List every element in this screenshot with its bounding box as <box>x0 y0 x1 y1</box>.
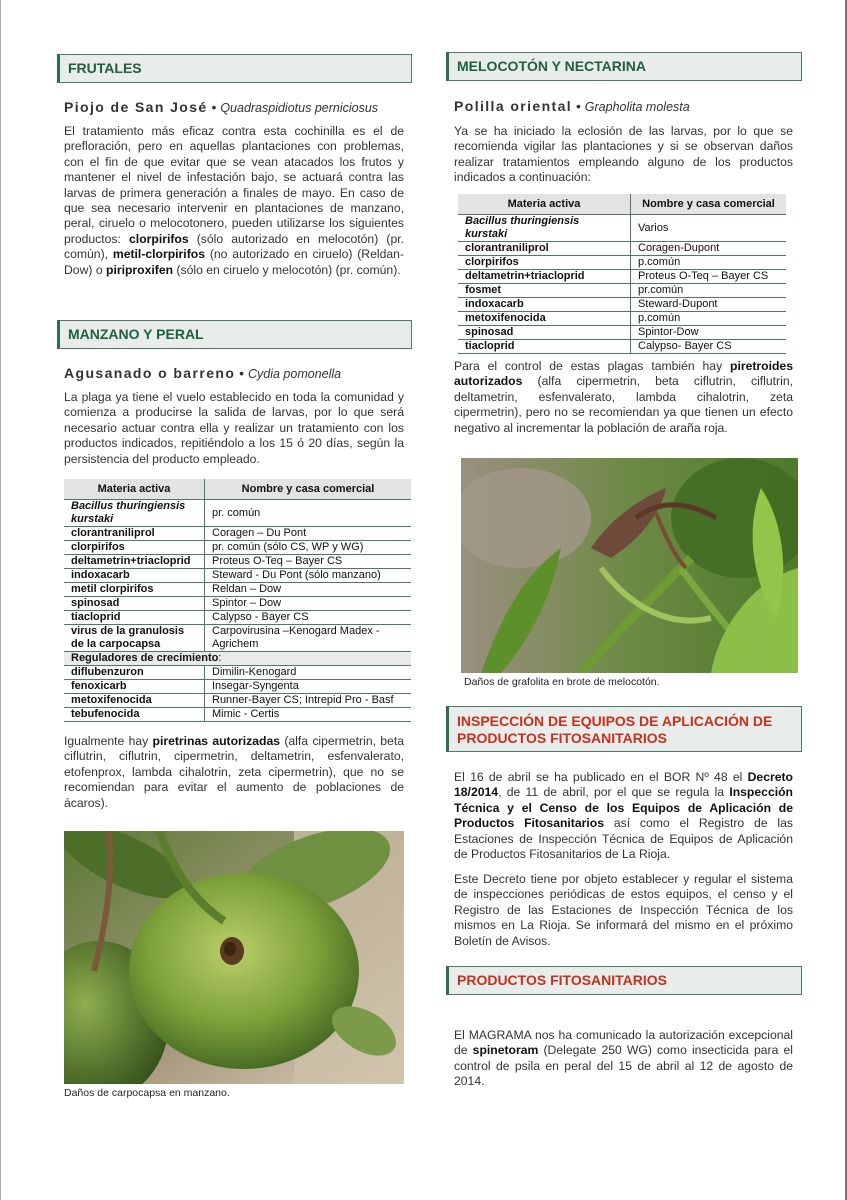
commercial-name-cell: Coragen-Dupont <box>631 242 787 256</box>
active-ingredient-cell: clorantraniliprol <box>458 242 631 256</box>
active-ingredient-cell: fosmet <box>458 284 631 298</box>
text-bold: Decreto 18/2014 <box>454 770 793 800</box>
table-row <box>64 597 411 611</box>
table-row <box>64 611 411 625</box>
table-header: Nombre y casa comercial <box>631 194 787 215</box>
text: Igualmente hay <box>64 734 153 748</box>
commercial-name-cell: Proteus O-Teq – Bayer CS <box>205 555 412 569</box>
text: (alfa cipermetrin, beta ciflutrin, ciflutrin, deltametrin, esfenvalerato, lambda cihalotrin, zeta cipermetrin), pero no se recomiendan ya que tienen un efecto negativo al incrementar la población de araña roja. <box>454 374 793 435</box>
table-row <box>64 680 411 694</box>
commercial-name-cell: Coragen – Du Pont <box>205 527 412 541</box>
commercial-name-cell: Proteus O-Teq – Bayer CS <box>631 270 787 284</box>
photo-grafolita-shoot <box>461 458 798 673</box>
commercial-name-cell: Steward - Du Pont (sólo manzano) <box>205 569 412 583</box>
active-ingredient-cell: tiacloprid <box>458 340 631 354</box>
pest-name: Agusanado o barreno <box>64 365 236 381</box>
photo-caption-grafolita: Daños de grafolita en brote de melocotón. <box>464 676 660 688</box>
group-label-text: Reguladores de crecimiento <box>71 652 219 664</box>
table-header: Nombre y casa comercial <box>205 479 412 500</box>
table-row <box>64 583 411 597</box>
active-ingredient-cell: metoxifenocida <box>64 694 205 708</box>
active-ingredient-cell: diflubenzuron <box>64 666 205 680</box>
commercial-name-cell: pr. común <box>205 500 412 527</box>
table-row <box>458 298 786 312</box>
text: Para el control de estas plagas también hay <box>454 359 730 373</box>
section-title: FRUTALES <box>68 60 142 76</box>
active-ingredient-cell: tiacloprid <box>64 611 205 625</box>
text-bold: clorpirifos <box>129 231 189 246</box>
active-ingredient-cell: Bacillus thuringiensis kurstaki <box>458 215 631 242</box>
commercial-name-cell: Calypso- Bayer CS <box>631 340 787 354</box>
paragraph-melocoton <box>454 124 793 186</box>
paragraph-piretroides <box>454 359 793 436</box>
text: así como el Registro de las Estaciones de Inspección Técnica de Equipos de Aplicación de Productos Fitosanitarios de La Rioja. <box>454 816 793 862</box>
table-row <box>64 500 411 527</box>
active-ingredient-cell: clorpirifos <box>64 541 205 555</box>
pest-heading-agusanado <box>64 365 341 381</box>
section-header-inspeccion <box>446 706 802 752</box>
table-row <box>458 340 786 354</box>
table-row <box>458 326 786 340</box>
commercial-name-cell: Varios <box>631 215 787 242</box>
table-header: Materia activa <box>64 479 205 500</box>
text: El MAGRAMA nos ha comunicado la autorización excepcional de <box>454 1028 793 1058</box>
text-bold: metil-clorpirifos <box>112 247 205 262</box>
active-ingredient-cell: clorantraniliprol <box>64 527 205 541</box>
table-row <box>64 569 411 583</box>
table-row <box>64 708 411 722</box>
table-row <box>458 242 786 256</box>
commercial-name-cell: Insegar-Syngenta <box>205 680 412 694</box>
text: El 16 de abril se ha publicado en el BOR Nº 48 el <box>454 770 748 784</box>
active-ingredient-cell: virus de la granulosis de la carpocapsa <box>64 625 205 652</box>
text: Este Decreto tiene por objeto establecer y regular el sistema de inspecciones periódicas de estos equipos, el censo y el Registro de las Estaciones de Inspección Técnica de los mismos en La Rioja. Se informará del mismo en el próximo Boletín de Avisos. <box>454 872 793 948</box>
paragraph-productos <box>454 1028 793 1090</box>
text-bold: spinetoram <box>472 1043 539 1058</box>
paragraph-inspeccion-2 <box>454 872 793 949</box>
active-ingredient-cell: tebufenocida <box>64 708 205 722</box>
table-row <box>64 666 411 680</box>
text: (no autorizado en ciruelo) (Reldan-Dow) o <box>64 247 404 277</box>
products-table-manzano <box>64 479 411 722</box>
table-row <box>64 555 411 569</box>
table-row <box>64 527 411 541</box>
pest-name: Polilla oriental <box>454 98 573 114</box>
commercial-name-cell: p.común <box>631 256 787 270</box>
table-header: Materia activa <box>458 194 631 215</box>
commercial-name-cell: Calypso - Bayer CS <box>205 611 412 625</box>
group-label-colon: : <box>218 652 222 664</box>
active-ingredient-cell: metoxifenocida <box>458 312 631 326</box>
photo-carpocapsa-apple <box>64 831 404 1084</box>
section-title: MELOCOTÓN Y NECTARINA <box>457 58 647 74</box>
commercial-name-cell: Dimilin-Kenogard <box>205 666 412 680</box>
table-row <box>458 312 786 326</box>
commercial-name-cell: Carpovirusina –Kenogard Madex - Agrichem <box>205 625 412 652</box>
active-ingredient-cell: clorpirifos <box>458 256 631 270</box>
pest-heading-piojo <box>64 99 378 115</box>
pest-heading-polilla <box>454 98 690 114</box>
commercial-name-cell: Mimic - Certis <box>205 708 412 722</box>
table-row <box>458 256 786 270</box>
paragraph-piretrinas <box>64 734 404 811</box>
text-bold: Inspección Técnica y el Censo de los Equipos de Aplicación de Productos Fitosanitarios <box>454 785 793 831</box>
commercial-name-cell: Runner-Bayer CS; Intrepid Pro - Basf <box>205 694 412 708</box>
separator: • <box>572 98 585 114</box>
active-ingredient-cell: metil clorpirifos <box>64 583 205 597</box>
paragraph-frutales <box>64 124 404 278</box>
active-ingredient-cell: spinosad <box>64 597 205 611</box>
table-row <box>458 284 786 298</box>
text: (Delegate 250 WG) como insecticida para el control de psila en peral del 15 de abril al 12 de agosto de 2014. <box>454 1043 793 1089</box>
commercial-name-cell: pr.común <box>631 284 787 298</box>
page-border-left <box>0 0 1 1200</box>
group-label <box>64 652 411 666</box>
section-header-melocoton <box>446 52 802 81</box>
table-row <box>458 270 786 284</box>
table-row <box>64 541 411 555</box>
products-table-melocoton <box>458 194 786 354</box>
text: (alfa cipermetrin, beta ciflutrin, ciflutrin, cipermetrin, deltametrin, esfenvalerato, etofenprox, lambda cihalotrin, zeta cipermetrin), que no se recomiendan para evitar el aumento de poblaciones de ácaros). <box>64 734 404 810</box>
commercial-name-cell: Spintor-Dow <box>631 326 787 340</box>
text: (sólo en ciruelo y melocotón) (pr. común). <box>173 262 401 277</box>
pest-name: Piojo de San José <box>64 99 208 115</box>
text: , de 11 de abril, por el que se regula la <box>498 785 730 800</box>
commercial-name-cell: Spintor – Dow <box>205 597 412 611</box>
text-bold: piriproxifen <box>106 262 174 277</box>
text: La plaga ya tiene el vuelo establecido en toda la comunidad y comienza a producirse la salida de larvas, por lo que será necesario actuar contra ella y realizar un tratamiento con los productos indicados, repitiéndolo a los 15 ó 20 días, según la persistencia del producto empleado. <box>64 390 404 466</box>
table-group-row <box>64 652 411 666</box>
active-ingredient-cell: indoxacarb <box>64 569 205 583</box>
section-header-productos <box>446 966 802 995</box>
photo-caption-carpocapsa: Daños de carpocapsa en manzano. <box>64 1087 230 1099</box>
section-title: MANZANO Y PERAL <box>68 326 204 342</box>
active-ingredient-cell: indoxacarb <box>458 298 631 312</box>
section-header-manzano <box>57 320 412 349</box>
section-header-frutales <box>57 54 412 83</box>
section-title: PRODUCTOS FITOSANITARIOS <box>457 972 668 988</box>
paragraph-manzano <box>64 390 404 467</box>
table-row <box>64 625 411 652</box>
paragraph-inspeccion-1 <box>454 770 793 862</box>
table-row <box>458 215 786 242</box>
text-bold: piretrinas autorizadas <box>152 734 281 748</box>
separator: • <box>235 365 248 381</box>
active-ingredient-cell: fenoxicarb <box>64 680 205 694</box>
pest-latin-name: Grapholita molesta <box>584 100 690 114</box>
section-title: INSPECCIÓN DE EQUIPOS DE APLICACIÓN DE PRODUCTOS FITOSANITARIOS <box>457 713 773 746</box>
commercial-name-cell: pr. común (sólo CS, WP y WG) <box>205 541 412 555</box>
separator: • <box>207 99 221 115</box>
active-ingredient-cell: Bacillus thuringiensis kurstaki <box>64 500 205 527</box>
active-ingredient-cell: deltametrin+triacloprid <box>458 270 631 284</box>
commercial-name-cell: Steward-Dupont <box>631 298 787 312</box>
pest-latin-name: Cydia pomonella <box>247 367 342 381</box>
text: El tratamiento más eficaz contra esta cochinilla es el de prefloración, pero en aquellas plantaciones con problemas, con el fin de que evitar que se vean atacados los frutos y mantener el nivel de infestación bajo, se actuará contra las larvas de primera generación a finales de mayo. En caso de que sea necesario intervenir en plantaciones de manzano, peral, ciruelo o melocotonero, pueden utilizarse los siguientes productos: <box>64 124 404 246</box>
text-bold: piretroides autorizados <box>454 359 793 389</box>
commercial-name-cell: Reldan – Dow <box>205 583 412 597</box>
text: (sólo autorizado en melocotón) (pr. común), <box>64 231 404 262</box>
text: Ya se ha iniciado la eclosión de las larvas, por lo que se recomienda vigilar las plantaciones y si se observan daños realizar tratamientos empleando alguno de los productos indicados a continuación: <box>454 124 793 185</box>
active-ingredient-cell: spinosad <box>458 326 631 340</box>
table-row <box>64 694 411 708</box>
commercial-name-cell: p.común <box>631 312 787 326</box>
pest-latin-name: Quadraspidiotus perniciosus <box>220 101 379 115</box>
active-ingredient-cell: deltametrin+triacloprid <box>64 555 205 569</box>
